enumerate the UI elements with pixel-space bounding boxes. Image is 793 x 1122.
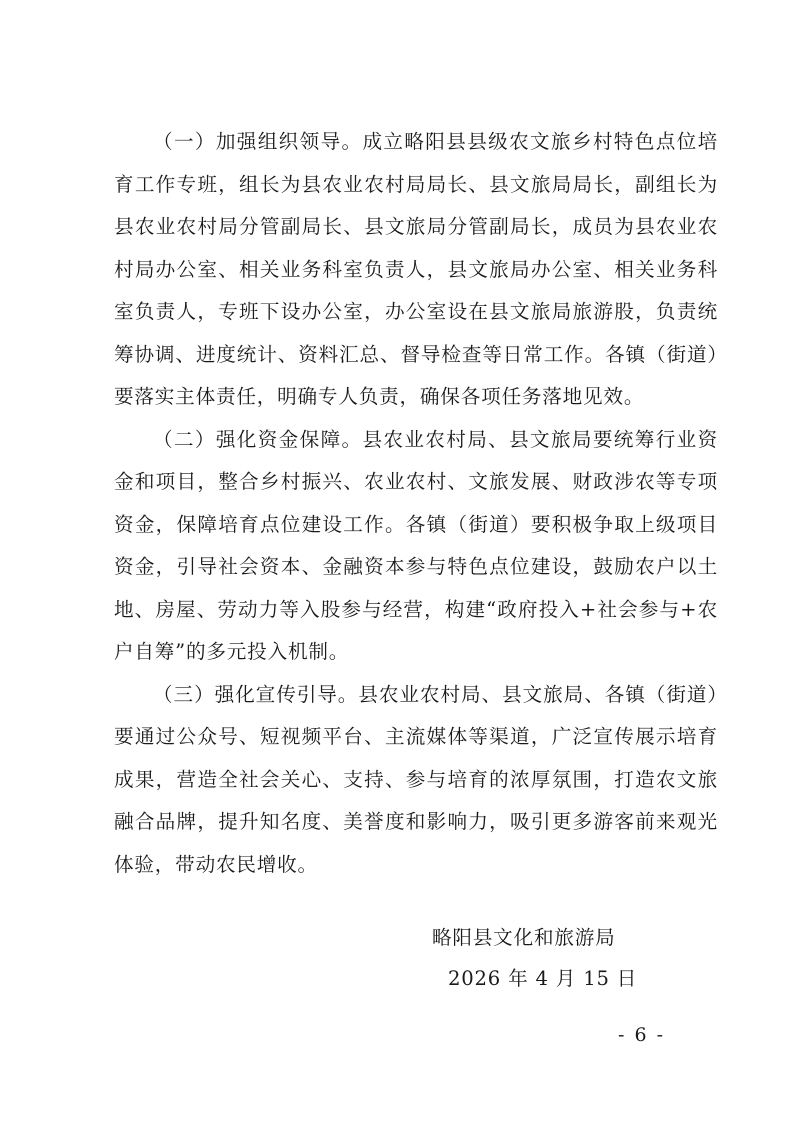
- paragraph-publicity-guidance: （三）强化宣传引导。县农业农村局、县文旅局、各镇（街道）要通过公众号、短视频平台、主流媒体等渠道，广泛宣传展示培育成果，营造全社会关心、支持、参与培育的浓厚氛围，打造农文旅融合品牌，提升知名度、美誉度和影响力，吸引更多游客前来观光体验，带动农民增收。: [114, 682, 718, 876]
- paragraph-organization-leadership: （一）加强组织领导。成立略阳县县级农文旅乡村特色点位培育工作专班，组长为县农业农村局局长、县文旅局局长，副组长为县农业农村局分管副局长、县文旅局分管副局长，成员为县农业农村局办公室、相关业务科室负责人，县文旅局办公室、相关业务科室负责人，专班下设办公室，办公室设在县文旅局旅游股，负责统筹协调、进度统计、资料汇总、督导检查等日常工作。各镇（街道）要落实主体责任，明确专人负责，确保各项任务落地见效。: [114, 130, 718, 408]
- paragraph-funding-guarantee: （二）强化资金保障。县农业农村局、县文旅局要统筹行业资金和项目，整合乡村振兴、农业农村、文旅发展、财政涉农等专项资金，保障培育点位建设工作。各镇（街道）要积极争取上级项目资金，引导社会资本、金融资本参与特色点位建设，鼓励农户以土地、房屋、劳动力等入股参与经营，构建“政府投入+社会参与+农户自筹”的多元投入机制。: [114, 427, 718, 663]
- issuing-organization: 略阳县文化和旅游局: [432, 926, 616, 949]
- document-body: [114, 121, 718, 886]
- issue-date: 2026 年 4 月 15 日: [448, 967, 638, 990]
- page-number: - 6 -: [618, 1024, 666, 1046]
